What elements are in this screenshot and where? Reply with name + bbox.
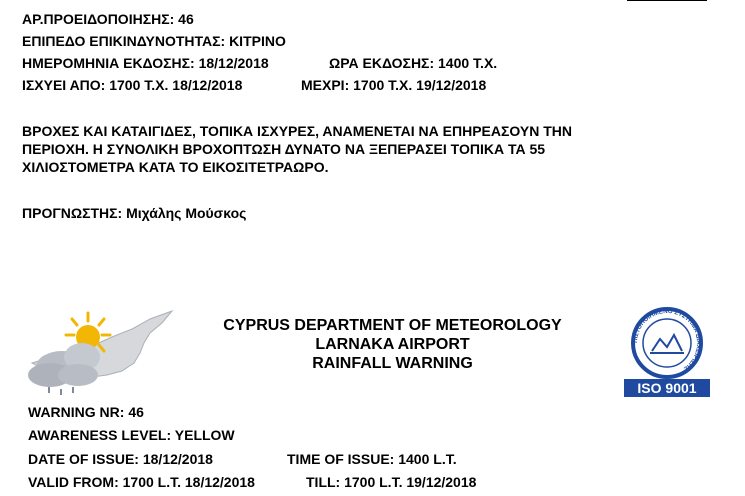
english-awareness-level: AWARENESS LEVEL: YELLOW xyxy=(28,427,235,443)
iso-ring-text: ΠΙΣΤΟΠΟΙΗΜΕΝΟ ΣΥΣΤΗΜΑ ΔΙΑΧΕΙΡΙΣΗΣ xyxy=(631,307,703,373)
greek-message-line-3: ΧΙΛΙΟΣΤΟΜΕΤΡΑ ΚΑΤΑ ΤΟ ΕΙΚΟΣΙΤΕΤΡΑΩΡΟ. xyxy=(22,159,329,175)
header-location: LARNAKA AIRPORT xyxy=(315,336,470,353)
iso-label: ISO 9001 xyxy=(637,380,697,396)
top-divider xyxy=(627,0,707,1)
english-valid-from: VALID FROM: 1700 L.T. 18/12/2018 xyxy=(28,474,255,490)
english-warning-nr: WARNING NR: 46 xyxy=(28,404,144,420)
greek-message xyxy=(22,122,702,176)
cloud-icon xyxy=(28,343,100,387)
rain-icon xyxy=(48,387,74,395)
greek-time-of-issue: ΩΡΑ ΕΚΔΟΣΗΣ: 1400 Τ.Χ. xyxy=(329,55,498,71)
english-time-of-issue: TIME OF ISSUE: 1400 L.T. xyxy=(287,451,457,467)
greek-message-line-1: ΒΡΟΧΕΣ ΚΑΙ ΚΑΤΑΙΓΙΔΕΣ, ΤΟΠΙΚΑ ΙΣΧΥΡΕΣ, ΑΝΑΜΕΝΕΤΑΙ ΝΑ ΕΠΗΡΕΑΣΟΥΝ ΤΗΝ xyxy=(22,123,573,139)
greek-valid-till: ΜΕΧΡΙ: 1700 Τ.Χ. 19/12/2018 xyxy=(301,77,487,93)
greek-warning-nr: ΑΡ.ΠΡΟΕΙΔΟΠΟΙΗΣΗΣ: 46 xyxy=(22,11,194,27)
greek-message-line-2: ΠΕΡΙΟΧΗ. Η ΣΥΝΟΛΙΚΗ ΒΡΟΧΟΠΤΩΣΗ ΔΥΝΑΤΟ ΝΑ ΞΕΠΕΡΑΣΕΙ ΤΟΠΙΚΑ ΤΑ 55 xyxy=(22,141,546,157)
greek-date-of-issue: ΗΜΕΡΟΜΗΝΙΑ ΕΚΔΟΣΗΣ: 18/12/2018 xyxy=(22,55,269,71)
weather-logo-icon xyxy=(22,305,177,397)
greek-forecaster: ΠΡΟΓΝΩΣΤΗΣ: Μιχάλης Μούσκος xyxy=(22,205,247,221)
greek-valid-from: ΙΣΧΥΕΙ ΑΠΟ: 1700 Τ.Χ. 18/12/2018 xyxy=(22,77,243,93)
greek-awareness-level: ΕΠΙΠΕΔΟ ΕΠΙΚΙΝΔΥΝΟΤΗΤΑΣ: ΚΙΤΡΙΝΟ xyxy=(22,33,286,49)
english-header xyxy=(190,316,595,373)
header-title: RAINFALL WARNING xyxy=(312,355,473,372)
english-date-of-issue: DATE OF ISSUE: 18/12/2018 xyxy=(28,451,213,467)
certification-mark-icon xyxy=(650,335,684,353)
header-organization: CYPRUS DEPARTMENT OF METEOROLOGY xyxy=(223,317,562,334)
iso-9001-logo xyxy=(612,305,722,400)
english-valid-till: TILL: 1700 L.T. 19/12/2018 xyxy=(306,474,477,490)
